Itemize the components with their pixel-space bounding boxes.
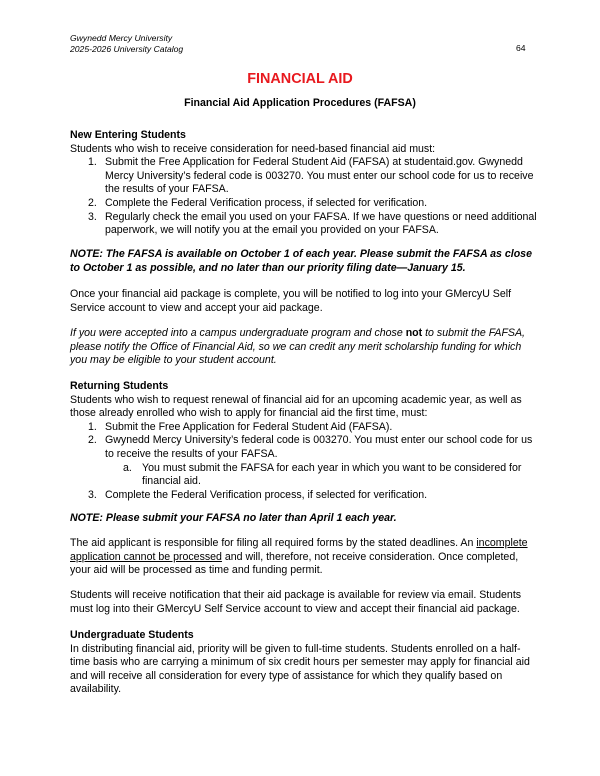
header-catalog: 2025-2026 University Catalog (70, 43, 184, 54)
list-text: Complete the Federal Verification process, if selected for verification. (105, 488, 428, 501)
list-text: You must submit the FAFSA for each year in which you want to be considered for financial aid. (142, 461, 522, 488)
page-number: 64 (516, 43, 526, 53)
returning-students-intro: Students who wish to request renewal of financial aid for an upcoming academic year, as well as those already enrolled who wish to apply for financial aid the first time, must: (70, 393, 522, 420)
undergraduate-text: In distributing financial aid, priority will be given to full-time students. Students enrolled on a half-time basis who are carrying a minimum of six credit hours per semester may apply for financial aid and will receive all consideration for every type of assistance for which they qualify based on availability. (70, 642, 530, 696)
returning-sub-steps (70, 462, 540, 489)
applicant-responsibility-text (70, 537, 540, 578)
list-item (70, 489, 540, 503)
returning-students-heading: Returning Students (70, 380, 169, 392)
list-number: 3. (88, 488, 97, 501)
list-item (70, 156, 540, 197)
list-text: Complete the Federal Verification process, if selected for verification. (105, 196, 428, 209)
list-number: 1. (88, 420, 97, 433)
new-students-section (70, 129, 540, 238)
section-subtitle: Financial Aid Application Procedures (FAFSA) (184, 97, 416, 109)
campus-note-after: to submit the FAFSA, please notify the Office of Financial Aid, so we can credit any merit scholarship funding for which you may be eligible to your student account. (70, 327, 526, 367)
undergraduate-section (70, 629, 540, 697)
list-text: Regularly check the email you used on your FAFSA. If we have questions or need additional paperwork, we will notify you at the email you provided on your FAFSA. (105, 210, 537, 237)
april-deadline-note: NOTE: Please submit your FAFSA no later than April 1 each year. (70, 512, 397, 524)
responsibility-before: The aid applicant is responsible for filing all required forms by the stated deadlines. An (70, 537, 477, 549)
list-letter: a. (123, 461, 132, 474)
new-students-steps (70, 156, 540, 238)
campus-note-before: If you were accepted into a campus undergraduate program and chose (70, 327, 406, 339)
package-complete-text: Once your financial aid package is complete, you will be notified to log into your GMercyU Self Service account to view and accept your aid package. (70, 288, 512, 314)
list-number: 3. (88, 210, 97, 223)
notification-text: Students will receive notification that their aid package is available for review via email. Students must log into their GMercyU Self Service account to view and accept their financial aid package. (70, 589, 522, 615)
list-number: 2. (88, 196, 97, 209)
fafsa-availability-note: NOTE: The FAFSA is available on October 1 of each year. Please submit the FAFSA as close to October 1 as possible, and no later than our priority filing date—January 15. (70, 248, 532, 274)
page-title: FINANCIAL AID (247, 71, 353, 87)
undergraduate-heading: Undergraduate Students (70, 629, 194, 641)
list-item (70, 211, 540, 238)
list-item (70, 434, 540, 488)
responsibility-underlined: incomplete application cannot be processed (70, 537, 528, 563)
campus-program-note (70, 327, 540, 368)
new-students-intro: Students who wish to receive consideration for need-based financial aid must: (70, 142, 436, 155)
responsibility-after: and will, therefore, not receive consideration. Once completed, your aid will be processed as time and funding permit. (70, 550, 519, 577)
list-item (70, 462, 540, 489)
list-number: 1. (88, 156, 97, 169)
new-students-heading: New Entering Students (70, 129, 186, 141)
list-text: Submit the Free Application for Federal Student Aid (FAFSA). (105, 420, 393, 433)
campus-note-bold: not (405, 327, 423, 339)
list-item (70, 197, 540, 211)
returning-students-section (70, 380, 540, 502)
header-university: Gwynedd Mercy University (70, 33, 173, 43)
page-header (70, 33, 183, 54)
list-item (70, 421, 540, 435)
list-text: Submit the Free Application for Federal Student Aid (FAFSA) at studentaid.gov. Gwynedd Mercy University’s federal code is 003270. You must enter our school code for us to receive the results of your FAFSA. (105, 156, 534, 196)
list-number: 2. (88, 434, 97, 447)
list-text: Gwynedd Mercy University’s federal code is 003270. You must enter our school code for us to receive the results of your FAFSA. (105, 434, 533, 460)
returning-students-steps (70, 421, 540, 503)
